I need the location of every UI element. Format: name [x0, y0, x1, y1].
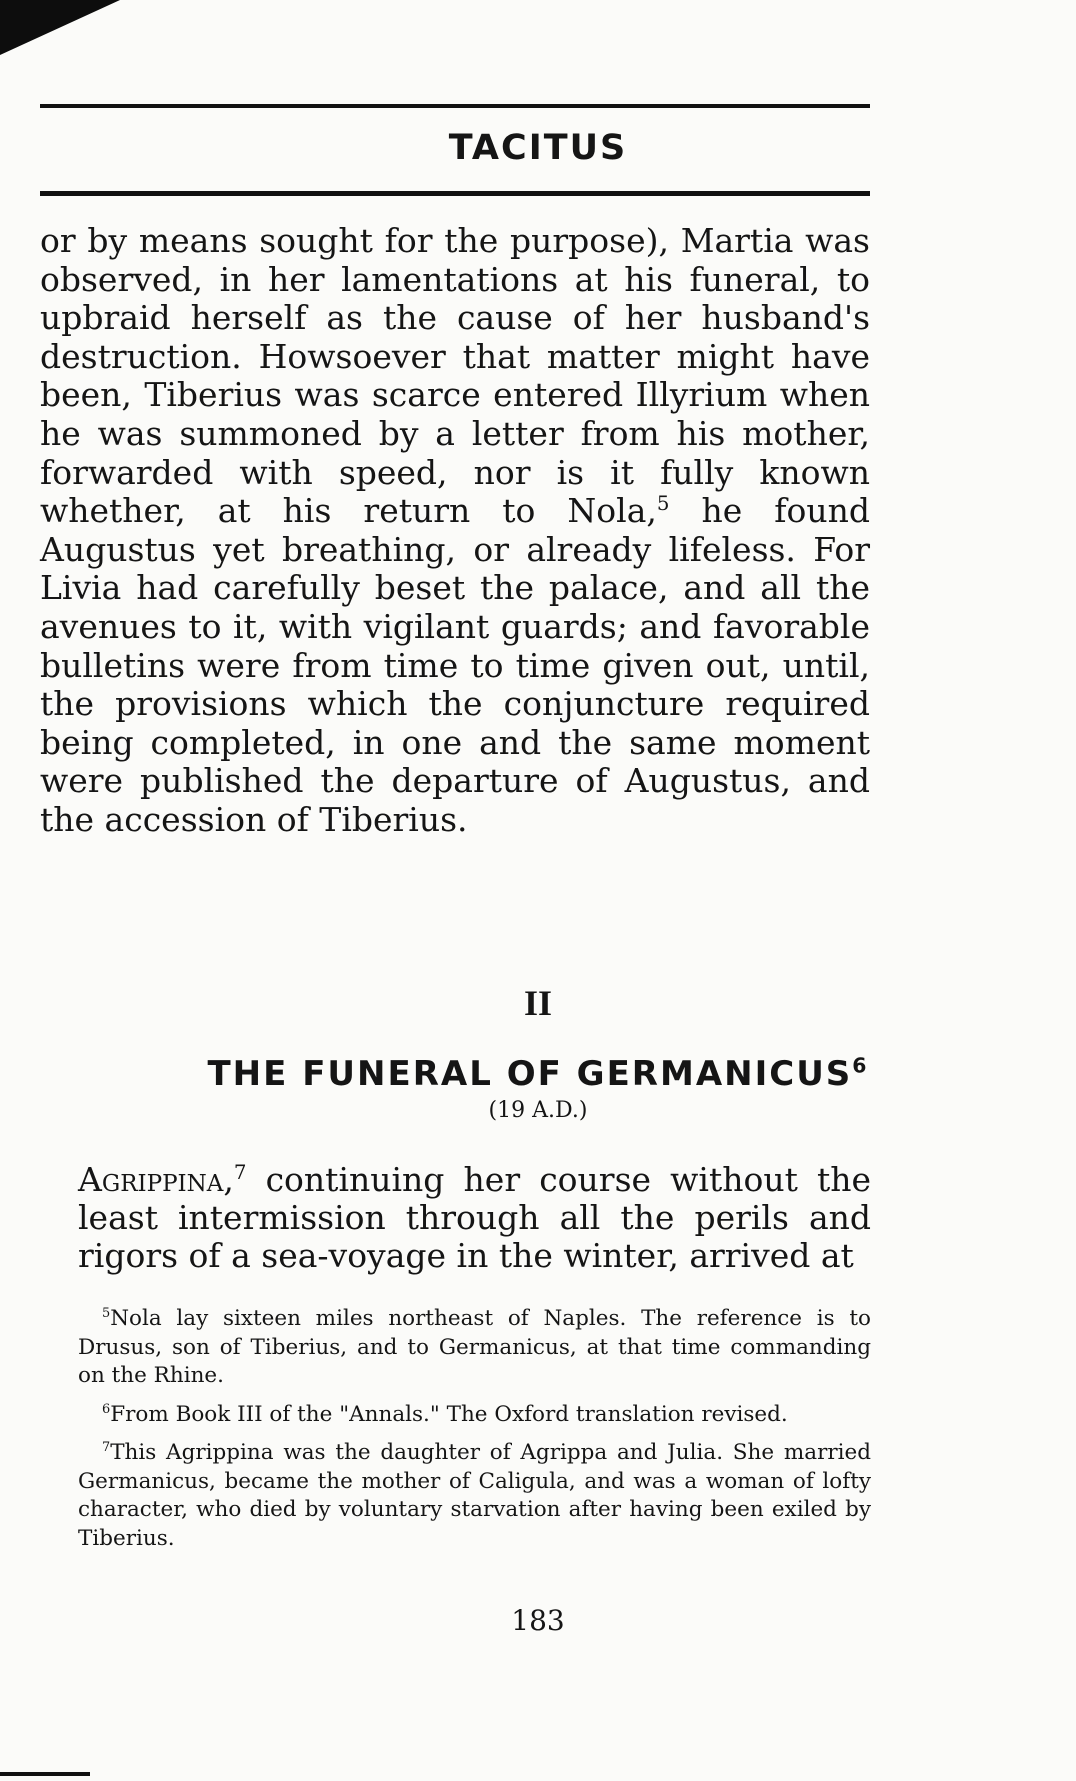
opening-text: continuing her course without the least intermission through all the perils and rigors of a sea-voyage in the winter, arrived at: [78, 1160, 871, 1275]
footnote-text: Nola lay sixteen miles northeast of Naples. The reference is to Drusus, son of Tiberius, and to Germanicus, at that time commanding on the Rhine.: [78, 1306, 871, 1388]
footnote-number: 6: [102, 1401, 111, 1417]
header-bottom-rule: [40, 191, 870, 196]
opening-paragraph: [78, 1161, 871, 1275]
paragraph-text-after-note: he found Augustus yet breathing, or already lifeless. For Livia had carefully beset the palace, and all the avenues to it, with vigilant guards; and favorable bulletins were from time to time given out, until, the provisions which the conjuncture required being completed, in one and the same moment were published the departure of Augustus, and the accession of Tiberius.: [40, 491, 870, 839]
footnote-number: 7: [102, 1439, 111, 1455]
header-top-rule: [40, 104, 870, 108]
opening-lead-word: Agrippina,: [78, 1160, 234, 1199]
chapter-title: [0, 1054, 1076, 1094]
footnote: [78, 1305, 871, 1391]
running-header: TACITUS: [448, 128, 628, 168]
footnotes: [78, 1305, 871, 1563]
chapter-date: (19 A.D.): [488, 1098, 588, 1123]
footnote-number: 5: [102, 1305, 111, 1321]
footnote: [78, 1401, 871, 1430]
paragraph-text-before-note: or by means sought for the purpose), Martia was observed, in her lamentations at his funeral, to upbraid herself as the cause of her husband's destruction. Howsoever that matter might have been, Tiberius was scarce entered Illyrium when he was summoned by a letter from his mother, forwarded with speed, nor is it fully known whether, at his return to Nola,: [40, 221, 870, 531]
footnote-text: From Book III of the "Annals." The Oxford translation revised.: [110, 1401, 788, 1427]
footnote: [78, 1439, 871, 1553]
chapter-title-text: THE FUNERAL OF GERMANICUS: [207, 1054, 853, 1094]
footnote-text: This Agrippina was the daughter of Agrippa and Julia. She married Germanicus, became the mother of Caligula, and was a woman of lofty character, who died by voluntary starvation after having been exiled by Tiberius.: [78, 1440, 871, 1551]
footnote-ref-5: 5: [656, 492, 670, 516]
continued-paragraph: [40, 222, 870, 840]
footnote-ref-6: 6: [852, 1053, 869, 1078]
bottom-edge-shadow: [0, 1772, 90, 1776]
footnote-ref-7: 7: [233, 1161, 247, 1184]
page-number: 183: [511, 1604, 565, 1637]
chapter-numeral: II: [523, 983, 553, 1023]
scan-corner-shadow: [0, 0, 120, 60]
